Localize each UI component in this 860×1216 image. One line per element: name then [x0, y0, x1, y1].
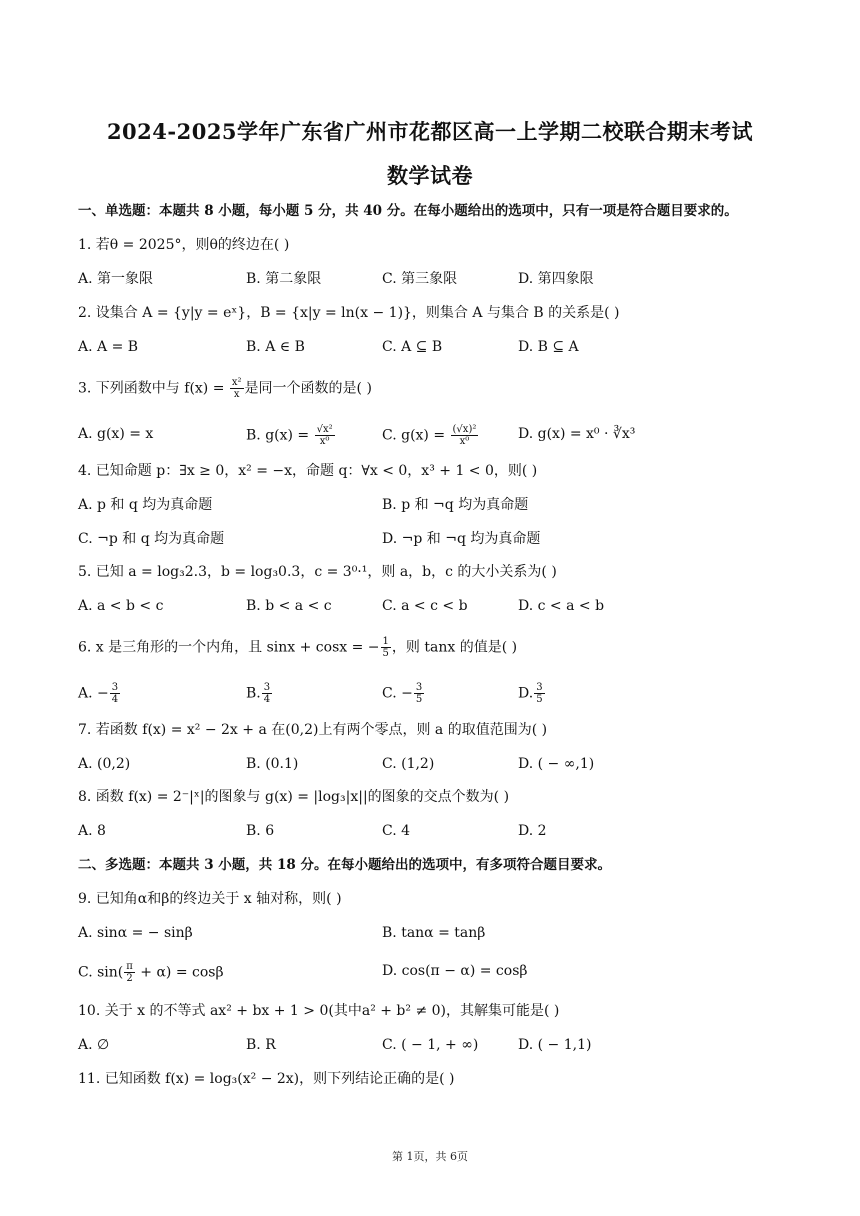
fraction-numerator: √x² — [316, 424, 333, 435]
question-7-stem: 7. 若函数 f(x) = x² − 2x + a 在(0,2)上有两个零点，则 a 的取值范围为( ) — [78, 722, 548, 738]
question-1-stem: 1. 若θ = 2025°，则θ的终边在( ) — [78, 237, 290, 253]
question-6-option-b — [246, 682, 273, 705]
question-10-stem: 10. 关于 x 的不等式 ax² + bx + 1 > 0(其中a² + b² ≠ 0)，其解集可能是( ) — [78, 1003, 560, 1019]
question-8-option-a: A. 8 — [78, 823, 106, 839]
option-fraction — [124, 961, 135, 984]
question-3-stem-prefix: 3. 下列函数中与 f(x) = — [78, 380, 229, 397]
fraction-numerator: π — [126, 961, 133, 972]
question-3-stem-suffix: 是同一个函数的是( ) — [244, 380, 372, 397]
question-8-stem: 8. 函数 f(x) = 2⁻|ˣ|的图象与 g(x) = |log₃|x||的图象的交点个数为( ) — [78, 789, 510, 805]
question-8-option-d: D. 2 — [518, 823, 547, 839]
question-10-option-a: A. ∅ — [78, 1037, 110, 1053]
question-4-option-b: B. p 和 ¬q 均为真命题 — [382, 497, 529, 513]
question-8-option-b: B. 6 — [246, 823, 275, 839]
question-1-option-c: C. 第三象限 — [382, 271, 458, 287]
option-fraction — [534, 682, 544, 705]
option-prefix: B. g(x) = — [246, 427, 314, 444]
option-fraction — [451, 424, 479, 447]
fraction-denominator: 2 — [126, 973, 133, 984]
question-5-option-c: C. a < c < b — [382, 598, 468, 614]
question-3-option-d: D. g(x) = x⁰ · ∛x³ — [518, 426, 636, 442]
question-1-option-a: A. 第一象限 — [78, 271, 154, 287]
fraction-denominator: 5 — [382, 648, 389, 659]
question-5-option-d: D. c < a < b — [518, 598, 605, 614]
option-prefix: C. g(x) = — [382, 427, 450, 444]
question-7-option-c: C. (1,2) — [382, 756, 435, 772]
question-2-option-b: B. A ∈ B — [246, 339, 305, 355]
option-prefix: B. — [246, 685, 261, 702]
option-prefix: C. − — [382, 685, 413, 702]
question-10-option-b: B. R — [246, 1037, 276, 1053]
fraction-numerator: x² — [231, 377, 242, 388]
question-6-stem-prefix: 6. x 是三角形的一个内角，且 sinx + cosx = − — [78, 639, 380, 656]
option-prefix: C. sin( — [78, 964, 124, 981]
question-10-option-d: D. ( − 1,1) — [518, 1037, 592, 1053]
question-10-option-c: C. ( − 1, + ∞) — [382, 1037, 479, 1053]
question-1-option-b: B. 第二象限 — [246, 271, 322, 287]
question-4-stem: 4. 已知命题 p：∃x ≥ 0，x² = −x，命题 q：∀x < 0，x³ + 1 < 0，则( ) — [78, 463, 538, 479]
question-2-stem: 2. 设集合 A = {y|y = eˣ}，B = {x|y = ln(x − 1)}，则集合 A 与集合 B 的关系是( ) — [78, 305, 620, 321]
question-7-option-b: B. (0.1) — [246, 756, 299, 772]
question-11-stem: 11. 已知函数 f(x) = log₃(x² − 2x)，则下列结论正确的是( ) — [78, 1071, 455, 1087]
question-8-option-c: C. 4 — [382, 823, 411, 839]
fraction-denominator: x⁰ — [319, 436, 330, 447]
fraction-numerator: 3 — [111, 682, 119, 693]
question-4-option-c: C. ¬p 和 q 均为真命题 — [78, 531, 225, 547]
fraction-numerator: (√x)² — [452, 424, 477, 435]
question-3-option-a: A. g(x) = x — [78, 426, 154, 442]
question-9-option-a: A. sinα = − sinβ — [78, 925, 193, 941]
fraction-numerator: 3 — [415, 682, 423, 693]
section-header-single-choice: 一、单选题：本题共 8 小题，每小题 5 分，共 40 分。在每小题给出的选项中，只有一项是符合题目要求的。 — [78, 203, 738, 219]
exam-subtitle: 数学试卷 — [387, 163, 473, 188]
fraction-numerator: 3 — [263, 682, 271, 693]
question-4-option-a: A. p 和 q 均为真命题 — [78, 497, 213, 513]
question-5-stem: 5. 已知 a = log₃2.3，b = log₃0.3，c = 3⁰·¹，则 a，b，c 的大小关系为( ) — [78, 564, 557, 580]
page-footer: 第 1页，共 6页 — [392, 1150, 468, 1163]
question-6-fraction — [381, 636, 391, 659]
option-fraction — [414, 682, 424, 705]
option-fraction — [110, 682, 120, 705]
question-6-option-a — [78, 682, 121, 705]
option-prefix: D. — [518, 685, 534, 702]
question-2-option-a: A. A = B — [78, 339, 139, 355]
question-9-option-d: D. cos(π − α) = cosβ — [382, 963, 528, 979]
option-fraction — [315, 424, 335, 447]
fraction-denominator: x⁰ — [459, 436, 470, 447]
fraction-denominator: x — [233, 389, 240, 400]
question-9-option-c — [78, 961, 224, 984]
exam-title: 2024-2025学年广东省广州市花都区高一上学期二校联合期末考试 — [106, 119, 754, 144]
question-3-fraction — [230, 377, 244, 400]
option-prefix: A. − — [78, 685, 109, 702]
question-6-option-c — [382, 682, 425, 705]
question-3-stem — [78, 377, 372, 400]
question-6-stem — [78, 636, 517, 659]
question-4-option-d: D. ¬p 和 ¬q 均为真命题 — [382, 531, 541, 547]
question-3-option-b — [246, 424, 336, 447]
question-7-option-a: A. (0,2) — [78, 756, 131, 772]
question-9-option-b: B. tanα = tanβ — [382, 925, 486, 941]
question-5-option-a: A. a < b < c — [78, 598, 164, 614]
fraction-numerator: 1 — [382, 636, 389, 647]
question-7-option-d: D. ( − ∞,1) — [518, 756, 595, 772]
fraction-denominator: 5 — [415, 694, 423, 705]
question-1-option-d: D. 第四象限 — [518, 271, 594, 287]
fraction-denominator: 4 — [111, 694, 119, 705]
question-5-option-b: B. b < a < c — [246, 598, 332, 614]
section-header-multiple-choice: 二、多选题：本题共 3 小题，共 18 分。在每小题给出的选项中，有多项符合题目要求。 — [78, 857, 611, 873]
option-suffix: + α) = cosβ — [135, 964, 224, 981]
fraction-denominator: 5 — [536, 694, 543, 705]
question-2-option-d: D. B ⊆ A — [518, 339, 579, 355]
question-3-option-c — [382, 424, 479, 447]
fraction-numerator: 3 — [536, 682, 543, 693]
question-6-stem-suffix: ，则 tanx 的值是( ) — [391, 639, 518, 656]
question-6-option-d — [518, 682, 546, 705]
option-fraction — [262, 682, 272, 705]
question-2-option-c: C. A ⊆ B — [382, 339, 443, 355]
fraction-denominator: 4 — [263, 694, 271, 705]
question-9-stem: 9. 已知角α和β的终边关于 x 轴对称，则( ) — [78, 891, 342, 907]
